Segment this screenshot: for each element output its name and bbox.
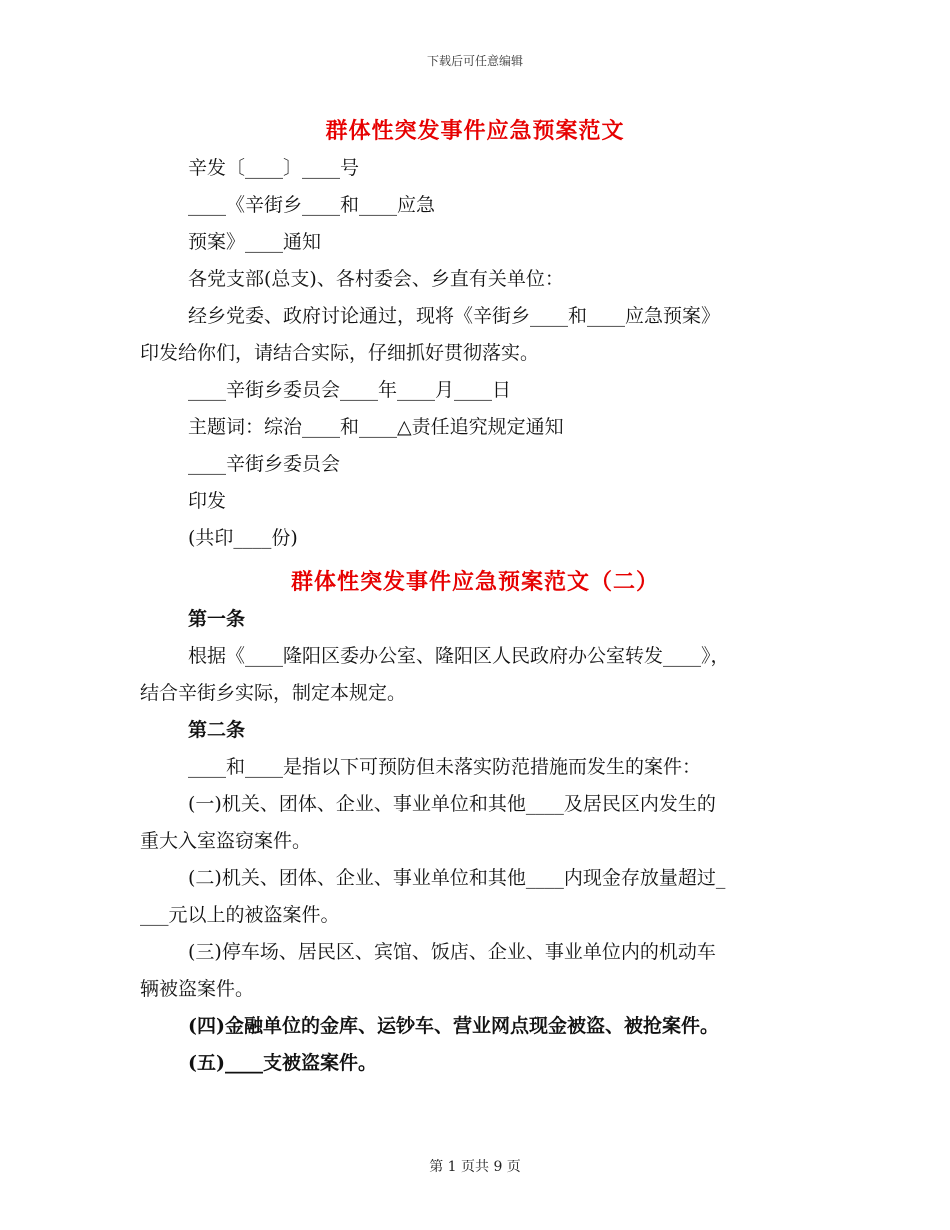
article-text-line: 结合辛街乡实际，制定本规定。 [140,682,407,704]
keywords-line: 主题词：综治____和____△责任追究规定通知 [188,416,564,438]
recipients-line: 各党支部(总支)、各村委会、乡直有关单位： [188,268,564,290]
page-header-note: 下载后可任意编辑 [426,54,523,68]
list-item-line: (五)____支被盗案件。 [188,1052,377,1074]
document-number-line: 辛发〔____〕____号 [188,157,360,179]
list-item-line: 重大入室盗窃案件。 [140,830,312,852]
issuer-date-line: ____辛街乡委员会____年____月____日 [188,379,512,401]
issued-line: 印发 [188,490,227,512]
notice-title-line-2: 预案》____通知 [188,231,322,253]
section-2-title: 群体性突发事件应急预案范文（二） [290,570,659,595]
issuer-line: ____辛街乡委员会 [188,453,341,475]
list-item-line: (四)金融单位的金库、运钞车、营业网点现金被盗、被抢案件。 [188,1015,719,1037]
copies-line: (共印____份) [188,527,298,549]
list-item-line: (二)机关、团体、企业、事业单位和其他____内现金存放量超过_ [188,867,726,889]
list-item-line: 辆被盗案件。 [140,978,255,1000]
document-title: 群体性突发事件应急预案范文 [325,119,625,144]
article-text-line: ____和____是指以下可预防但未落实防范措施而发生的案件： [188,756,702,778]
list-item-line: ___元以上的被盗案件。 [140,904,340,926]
body-paragraph-line: 经乡党委、政府讨论通过，现将《辛街乡____和____应急预案》 [188,305,721,327]
list-item-line: (三)停车场、居民区、宾馆、饭店、企业、事业单位内的机动车 [188,941,716,963]
section-1-body [140,150,810,557]
article-heading: 第二条 [188,719,246,741]
section-2-body [140,601,810,1082]
notice-title-line-1: ____《辛街乡____和____应急 [188,194,436,216]
page-footer-page-number: 第 1 页共 9 页 [429,1159,521,1175]
body-paragraph-line: 印发给你们，请结合实际，仔细抓好贯彻落实。 [140,342,540,364]
article-heading: 第一条 [188,608,246,630]
list-item-line: (一)机关、团体、企业、事业单位和其他____及居民区内发生的 [188,793,716,815]
article-text-line: 根据《____隆阳区委办公室、隆阳区人民政府办公室转发____》， [188,645,730,667]
